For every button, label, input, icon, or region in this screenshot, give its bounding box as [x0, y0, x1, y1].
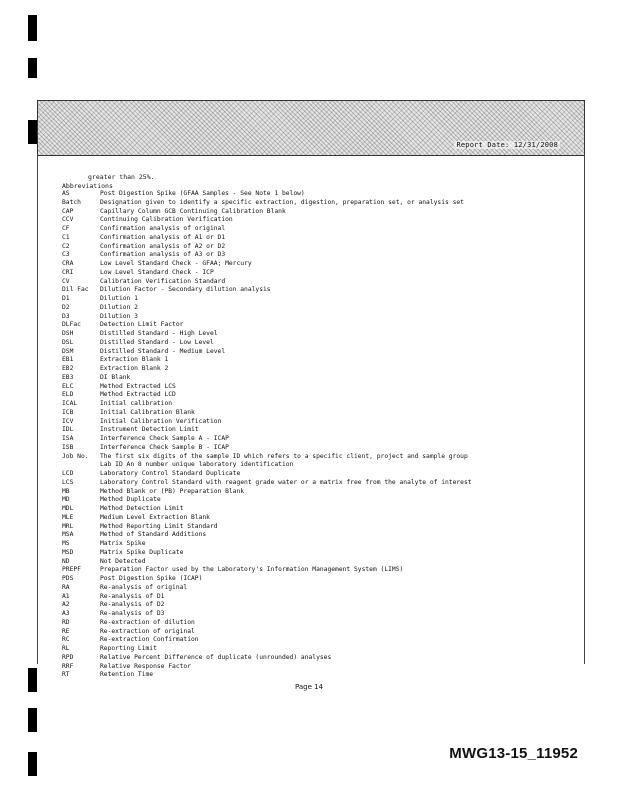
abbreviation-code: C1: [62, 233, 70, 241]
abbreviation-definition: Initial Calibration Verification: [100, 417, 222, 425]
abbreviation-row: [62, 496, 582, 505]
abbreviation-code: MDL: [62, 505, 74, 512]
abbreviation-definition: Laboratory Control Standard with reagent grade water or a matrix free from the analyte of interest: [100, 478, 472, 486]
abbreviation-definition: The first six digits of the sample ID which refers to a specific client, project and sample group: [100, 452, 468, 460]
abbreviation-definition: Dilution 3: [100, 312, 138, 320]
abbreviation-code: CRA: [62, 260, 74, 267]
abbreviation-code: PDS: [62, 575, 74, 582]
abbreviation-definition: Re-analysis of D1: [100, 592, 165, 600]
abbreviation-row: [62, 260, 582, 269]
scan-mark: [28, 752, 37, 776]
page-number: Page 14: [294, 683, 324, 691]
abbreviation-code: MSD: [62, 548, 74, 556]
abbreviation-row: [62, 304, 582, 313]
abbreviation-row: [62, 356, 582, 365]
abbreviation-code: RE: [62, 627, 70, 635]
abbreviation-row: [62, 208, 582, 217]
abbreviation-row: [62, 645, 582, 654]
abbreviation-row: [62, 426, 582, 435]
abbreviation-row: [62, 365, 582, 374]
abbreviation-row: [62, 628, 582, 637]
abbreviation-definition: Matrix Spike Duplicate: [100, 548, 184, 556]
abbreviation-definition: Method Extracted LCD: [100, 391, 176, 399]
abbreviation-code: ISB: [62, 443, 74, 451]
abbreviation-definition: Initial Calibration Blank: [100, 408, 195, 416]
abbreviation-code: IDL: [62, 426, 74, 434]
abbreviation-row: [62, 610, 582, 619]
abbreviation-code: CAP: [62, 207, 74, 215]
abbreviation-code: A3: [62, 610, 70, 617]
abbreviation-row: [62, 479, 582, 488]
abbreviation-definition: Retention Time: [100, 671, 154, 679]
abbreviation-row: [62, 313, 582, 322]
abbreviation-definition: Capillary Column GCB Continuing Calibration Blank: [100, 207, 286, 215]
abbreviation-definition: Calibration Verification Standard: [100, 277, 226, 285]
abbreviation-code: C2: [62, 242, 70, 250]
abbreviation-code: Job No.: [62, 452, 89, 460]
abbreviation-definition: Confirmation analysis of A1 or D1: [100, 233, 226, 241]
abbreviation-code: DSL: [62, 338, 74, 346]
abbreviation-row: [62, 400, 582, 409]
abbreviation-definition: Confirmation analysis of original: [100, 225, 226, 232]
abbreviation-definition: Method Detection Limit: [100, 505, 184, 512]
abbreviation-code: AS: [62, 190, 70, 197]
abbreviation-definition: Relative Percent Difference of duplicate (unrounded) analyses: [100, 653, 332, 661]
abbreviation-code: RRF: [62, 662, 74, 670]
abbreviation-definition: Lab ID An 8 number unique laboratory identification: [100, 461, 294, 469]
abbreviation-row: [62, 523, 582, 532]
abbreviation-definition: Matrix Spike: [100, 540, 146, 547]
abbreviation-code: D1: [62, 295, 70, 302]
abbreviation-definition: Detection Limit Factor: [100, 321, 184, 329]
abbreviation-code: LCS: [62, 478, 74, 486]
abbreviation-code: CRI: [62, 268, 74, 276]
abbreviation-code: C3: [62, 251, 70, 259]
abbreviation-definition: Dilution 2: [100, 303, 138, 311]
abbreviation-definition: Reporting Limit: [100, 645, 157, 652]
abbreviation-code: CF: [62, 225, 70, 232]
abbreviation-row: [62, 654, 582, 663]
abbreviation-definition: Low Level Standard Check - GFAA; Mercury: [100, 260, 252, 267]
abbreviation-row: [62, 374, 582, 383]
abbreviation-list: [62, 190, 582, 680]
abbreviation-definition: Dilution 1: [100, 295, 138, 302]
abbreviation-row: [62, 269, 582, 278]
abbreviation-code: MD: [62, 496, 70, 504]
scan-mark: [28, 15, 37, 41]
abbreviation-definition: Distilled Standard - Low Level: [100, 338, 214, 346]
abbreviation-row: [62, 295, 582, 304]
abbreviation-row: [62, 391, 582, 400]
abbreviation-row: [62, 243, 582, 252]
abbreviation-code: EB3: [62, 373, 74, 381]
abbreviation-row: [62, 558, 582, 567]
abbreviation-code: RT: [62, 671, 70, 679]
abbreviation-code: ICB: [62, 408, 74, 416]
abbreviation-definition: Post Digestion Spike (GFAA Samples - See Note 1 below): [100, 190, 305, 197]
abbreviation-definition: Re-analysis of original: [100, 583, 188, 591]
abbreviation-code: ND: [62, 557, 70, 565]
abbreviation-definition: Re-analysis of D3: [100, 610, 165, 617]
abbreviation-code: CV: [62, 277, 70, 285]
abbreviation-code: RC: [62, 636, 70, 644]
abbreviation-row: [62, 461, 582, 470]
scan-mark: [28, 58, 37, 78]
abbreviation-code: MS: [62, 540, 70, 547]
abbreviation-definition: Method Duplicate: [100, 496, 161, 504]
abbreviation-definition: Re-extraction of original: [100, 627, 195, 635]
abbreviations-title: Abbreviations: [62, 182, 113, 190]
abbreviation-code: EB1: [62, 356, 74, 364]
abbreviation-definition: Post Digestion Spike (ICAP): [100, 575, 203, 582]
abbreviation-row: [62, 216, 582, 225]
abbreviation-code: LCD: [62, 470, 74, 477]
abbreviation-code: ELC: [62, 382, 74, 390]
abbreviation-code: D2: [62, 303, 70, 311]
abbreviation-code: RD: [62, 618, 70, 626]
abbreviation-row: [62, 453, 582, 462]
abbreviation-code: A1: [62, 592, 70, 600]
abbreviation-row: [62, 505, 582, 514]
abbreviation-definition: Relative Response Factor: [100, 662, 191, 670]
abbreviation-code: RPD: [62, 653, 74, 661]
abbreviation-row: [62, 601, 582, 610]
abbreviation-definition: Re-extraction of dilution: [100, 618, 195, 626]
abbreviation-row: [62, 286, 582, 295]
abbreviation-row: [62, 584, 582, 593]
report-header-band: [37, 100, 585, 156]
abbreviation-code: EB2: [62, 365, 74, 372]
abbreviation-code: ICV: [62, 417, 74, 425]
abbreviation-definition: Method Blank or (PB) Preparation Blank: [100, 487, 245, 495]
abbreviation-code: A2: [62, 601, 70, 609]
abbreviation-row: [62, 593, 582, 602]
abbreviation-definition: DI Blank: [100, 373, 131, 381]
abbreviation-row: [62, 531, 582, 540]
report-date: Report Date: 12/31/2008: [456, 141, 558, 149]
abbreviation-row: [62, 444, 582, 453]
abbreviation-row: [62, 418, 582, 427]
abbreviation-definition: Initial calibration: [100, 400, 173, 407]
abbreviation-row: [62, 575, 582, 584]
abbreviation-row: [62, 671, 582, 680]
abbreviation-row: [62, 330, 582, 339]
intro-text: greater than 25%.: [88, 173, 155, 181]
abbreviation-definition: Dilution Factor - Secondary dilution analysis: [100, 286, 271, 294]
abbreviation-definition: Re-analysis of D2: [100, 601, 165, 609]
abbreviation-code: MSA: [62, 531, 74, 539]
abbreviation-definition: Method Extracted LCS: [100, 382, 176, 390]
abbreviation-row: [62, 409, 582, 418]
scan-mark: [28, 120, 37, 144]
abbreviation-code: DSM: [62, 347, 74, 355]
abbreviation-definition: Not Detected: [100, 557, 146, 565]
abbreviation-row: [62, 199, 582, 208]
abbreviation-row: [62, 663, 582, 672]
abbreviation-definition: Preparation Factor used by the Laboratory's Information Management System (LIMS): [100, 566, 404, 574]
abbreviation-row: [62, 348, 582, 357]
abbreviation-definition: Distilled Standard - Medium Level: [100, 347, 226, 355]
abbreviation-code: RL: [62, 645, 70, 652]
abbreviation-definition: Interference Check Sample B - ICAP: [100, 443, 229, 451]
abbreviation-row: [62, 339, 582, 348]
scan-mark: [28, 708, 37, 732]
abbreviation-row: [62, 190, 582, 199]
abbreviation-row: [62, 383, 582, 392]
abbreviation-row: [62, 636, 582, 645]
abbreviation-code: Batch: [62, 198, 81, 206]
abbreviation-row: [62, 549, 582, 558]
abbreviation-code: ELD: [62, 391, 74, 399]
abbreviation-row: [62, 619, 582, 628]
abbreviation-code: MLE: [62, 513, 74, 521]
abbreviation-code: DSH: [62, 330, 74, 337]
abbreviation-definition: Interference Check Sample A - ICAP: [100, 435, 229, 442]
document-id: MWG13-15_11952: [449, 745, 578, 762]
abbreviation-code: MB: [62, 487, 70, 495]
abbreviation-code: MRL: [62, 522, 74, 530]
abbreviation-code: Dil Fac: [62, 286, 89, 294]
abbreviation-definition: Distilled Standard - High Level: [100, 330, 218, 337]
abbreviation-code: ISA: [62, 435, 74, 442]
abbreviation-definition: Medium Level Extraction Blank: [100, 513, 210, 521]
abbreviation-definition: Method Reporting Limit Standard: [100, 522, 218, 530]
abbreviation-code: DLFac: [62, 321, 81, 329]
abbreviation-definition: Re-extraction Confirmation: [100, 636, 199, 644]
abbreviation-definition: Low Level Standard Check - ICP: [100, 268, 214, 276]
abbreviation-code: CCV: [62, 216, 74, 224]
abbreviation-row: [62, 514, 582, 523]
abbreviation-row: [62, 278, 582, 287]
abbreviation-row: [62, 566, 582, 575]
abbreviation-row: [62, 470, 582, 479]
abbreviation-row: [62, 225, 582, 234]
abbreviation-definition: Confirmation analysis of A3 or D3: [100, 251, 226, 259]
abbreviation-row: [62, 321, 582, 330]
abbreviation-row: [62, 540, 582, 549]
abbreviation-row: [62, 488, 582, 497]
abbreviation-definition: Extraction Blank 2: [100, 365, 169, 372]
abbreviation-code: PREPF: [62, 566, 81, 574]
abbreviation-definition: Designation given to identify a specific extraction, digestion, preparation set, or analysis set: [100, 198, 464, 206]
abbreviation-code: D3: [62, 312, 70, 320]
abbreviation-row: [62, 435, 582, 444]
abbreviation-row: [62, 251, 582, 260]
abbreviation-code: RA: [62, 583, 70, 591]
abbreviation-code: ICAL: [62, 400, 78, 407]
abbreviation-definition: Continuing Calibration Verification: [100, 216, 233, 224]
abbreviation-definition: Extraction Blank 1: [100, 356, 169, 364]
abbreviation-definition: Laboratory Control Standard Duplicate: [100, 470, 241, 477]
abbreviation-definition: Method of Standard Additions: [100, 531, 207, 539]
abbreviation-definition: Instrument Detection Limit: [100, 426, 199, 434]
abbreviation-definition: Confirmation analysis of A2 or D2: [100, 242, 226, 250]
abbreviation-row: [62, 234, 582, 243]
